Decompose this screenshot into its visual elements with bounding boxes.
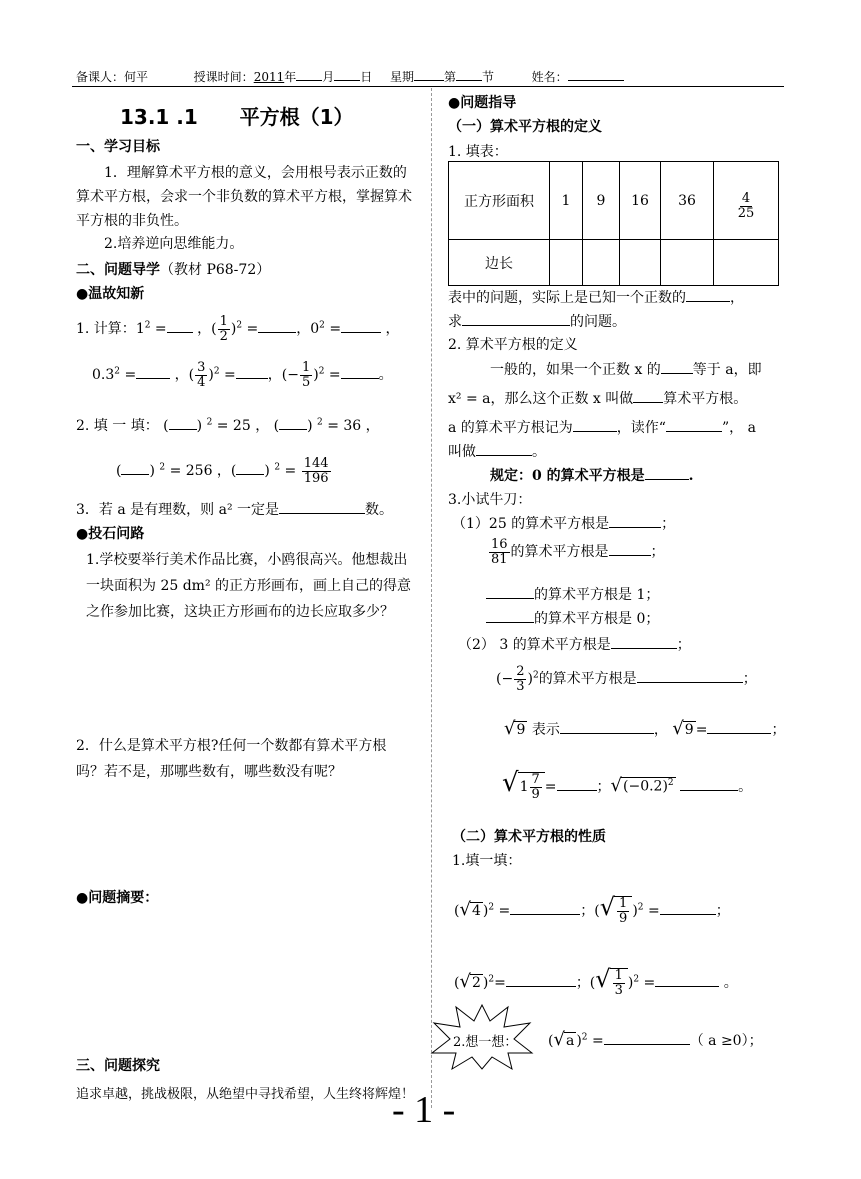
after-table-1-text: 表中的问题，实际上是已知一个正数的 — [448, 290, 686, 306]
header-bar — [76, 68, 624, 85]
motto: 追求卓越，挑战极限，从绝望中寻找希望，人生终将辉煌！ — [76, 1087, 415, 1102]
q2-line2: ( ) $^2$ = 256 ，( ) $^2$ = $\frac{144}{196}$ — [116, 456, 329, 486]
sec2-note: （教材 P68-72） — [160, 262, 271, 278]
q1-line2: $0.3^2$ = ，( $\frac{3}{4}$ )$^2$ = ，(− $\frac{1}{5}$ )$^2$ = 。 — [92, 360, 393, 390]
rule — [490, 465, 694, 485]
table-cell: 16 — [620, 162, 661, 240]
after-table-2-a: 求 — [448, 314, 462, 330]
q3-end: 数。 — [365, 502, 394, 518]
def-line-3b: ，读作“ — [616, 420, 666, 436]
prop-2: (√2 )$^2$= ；(√ $\frac{1}{3}$ )$^2$ = 。 — [454, 965, 738, 998]
page-title: 13.1 .1 平方根（1） — [120, 105, 354, 129]
def-title: 2. 算术平方根的定义 — [448, 337, 578, 353]
q3 — [76, 499, 393, 519]
sec2-title: 二、问题导学 — [76, 262, 160, 278]
sec2-heading — [76, 259, 270, 279]
try-1-text: （1）25 的算术平方根是 — [452, 516, 610, 532]
try-title: 3.小试牛刀： — [448, 492, 532, 508]
q1-line1: 1. 计算：$1^2$ = ，( $\frac{1}{2}$ )$^2$ = ，$0^2$ = ， — [76, 314, 400, 344]
period-label: 第 — [443, 70, 456, 84]
weekday-label: 星期 — [389, 70, 414, 84]
table-cell-frac — [714, 162, 779, 240]
def-line-3 — [448, 417, 756, 437]
def-line-1b: 等于 a，即 — [692, 362, 762, 378]
table-cell: 9 — [583, 162, 620, 240]
summary-heading: ●问题摘要： — [76, 890, 159, 906]
def-line-4b: 。 — [532, 444, 546, 460]
goal-2: 2.培养逆向思维能力。 — [104, 236, 244, 252]
year: 2011 — [253, 70, 285, 84]
page-number: - 1 - — [392, 1089, 456, 1131]
q2-label: 2. 填 一 填： — [76, 418, 159, 434]
try-2-text: 的算术平方根是 — [510, 544, 609, 561]
try-7-c: = — [695, 722, 708, 738]
column-divider — [431, 88, 432, 1108]
try-7: √9 表示 ， √9 = ； — [504, 718, 786, 739]
prop-3: (√a )$^2$ = （ a ≥0）； — [548, 1029, 763, 1050]
condition: （ a ≥0）； — [689, 1033, 763, 1049]
try-4-text: 的算术平方根是 0； — [534, 611, 660, 627]
q1-label: 1. 计算： — [76, 321, 136, 338]
try-5-end: ； — [676, 637, 691, 653]
year-unit: 年 — [284, 70, 297, 84]
try-8: √1 $\frac{7}{9}$ = ；$√(-0.2)^2$ 。 — [502, 768, 753, 802]
def-line-1 — [490, 359, 762, 379]
table-blank[interactable] — [620, 240, 661, 286]
table-cell: 1 — [550, 162, 583, 240]
def-line-1a: 一般的，如果一个正数 x 的 — [490, 362, 661, 378]
header-rule — [72, 86, 784, 87]
def-line-4a: 叫做 — [448, 444, 476, 460]
try-7-b: ， — [653, 722, 668, 738]
name-label: 姓名： — [531, 70, 568, 84]
try-1 — [452, 513, 675, 533]
try-6-text: 的算术平方根是 — [538, 671, 637, 688]
frac-den: 25 — [737, 206, 755, 221]
part2-heading: （二）算术平方根的性质 — [452, 829, 606, 845]
table-blank[interactable] — [550, 240, 583, 286]
try-3 — [486, 584, 659, 604]
after-table-2 — [448, 311, 626, 331]
guide-heading: ●问题指导 — [448, 95, 517, 111]
goal-1: 1．理解算术平方根的意义，会用根号表示正数的算术平方根，会求一个非负数的算术平方根，掌握算术平方根的非负性。 — [76, 165, 412, 229]
try-5 — [458, 634, 691, 654]
table-blank[interactable] — [583, 240, 620, 286]
square-table — [448, 161, 779, 286]
time-label: 授课时间： — [193, 70, 254, 84]
table-row1-header: 正方形面积 — [449, 162, 550, 240]
think-label: 2.想一想： — [453, 1035, 518, 1050]
try-6: (− $\frac{2}{3}$ )$^2$的算术平方根是 ； — [496, 664, 757, 694]
def-line-2b: 算术平方根。 — [663, 391, 748, 407]
table-cell: 36 — [661, 162, 714, 240]
def-line-3a: a 的算术平方根记为 — [448, 420, 573, 436]
stone-q1: 1.学校要举行美术作品比赛，小鸥很高兴。他想裁出一块面积为 25 dm² 的正方形画布，画上自己的得意之作参加比赛，这块正方形画布的边长应取多少？ — [86, 552, 412, 620]
try-7-a: 表示 — [531, 722, 560, 738]
def-line-2a: x² = a，那么这个正数 x 叫做 — [448, 391, 634, 407]
stone-q2: 2．什么是算术平方根?任何一个数都有算术平方根吗？若不是，那哪些数有，哪些数没有呢？ — [76, 738, 387, 780]
try-5-text: （2） 3 的算术平方根是 — [458, 637, 611, 653]
stone-heading: ●投石问路 — [76, 526, 145, 542]
sec1-heading: 一、学习目标 — [76, 139, 160, 155]
review-heading: ●温故知新 — [76, 286, 145, 302]
part1-heading: （一）算术平方根的定义 — [448, 119, 602, 135]
q3-text: 3．若 a 是有理数，则 a² 一定是 — [76, 502, 280, 518]
rule-end: . — [688, 468, 694, 484]
def-line-4 — [448, 441, 546, 461]
preparer: 备课人：何平 — [76, 70, 149, 84]
after-table-2-b: 的问题。 — [570, 314, 626, 330]
table-blank[interactable] — [661, 240, 714, 286]
try-3-text: 的算术平方根是 1； — [534, 587, 660, 603]
try-4 — [486, 608, 659, 628]
month-unit: 月 — [322, 70, 335, 84]
table-row2-header: 边长 — [449, 240, 550, 286]
table-blank[interactable] — [714, 240, 779, 286]
rule-text: 规定：0 的算术平方根是 — [490, 468, 645, 484]
day-unit: 日 — [360, 70, 373, 84]
q2-line1: 2. 填 一 填： ( ) $^2$ = 25 ， ( ) $^2$ = 36 ， — [76, 415, 380, 435]
def-line-2 — [448, 388, 747, 408]
after-table-1 — [448, 287, 744, 307]
prop-1: (√4 )$^2$ = ；(√ $\frac{1}{9}$ )$^2$ = ； — [454, 893, 730, 926]
frac-num: 4 — [741, 191, 751, 207]
try-1-end: ； — [661, 516, 676, 532]
sec3-heading: 三、问题探究 — [76, 1058, 160, 1074]
fill2-label: 1.填一填： — [452, 853, 522, 869]
period-unit: 节 — [481, 70, 494, 84]
fill-table-label: 1. 填表： — [448, 144, 508, 160]
try-2: $\frac{16}{81}$ 的算术平方根是 ； — [491, 537, 665, 567]
after-table-1-end: ， — [730, 290, 744, 306]
def-line-3c: ”， a — [721, 420, 756, 436]
